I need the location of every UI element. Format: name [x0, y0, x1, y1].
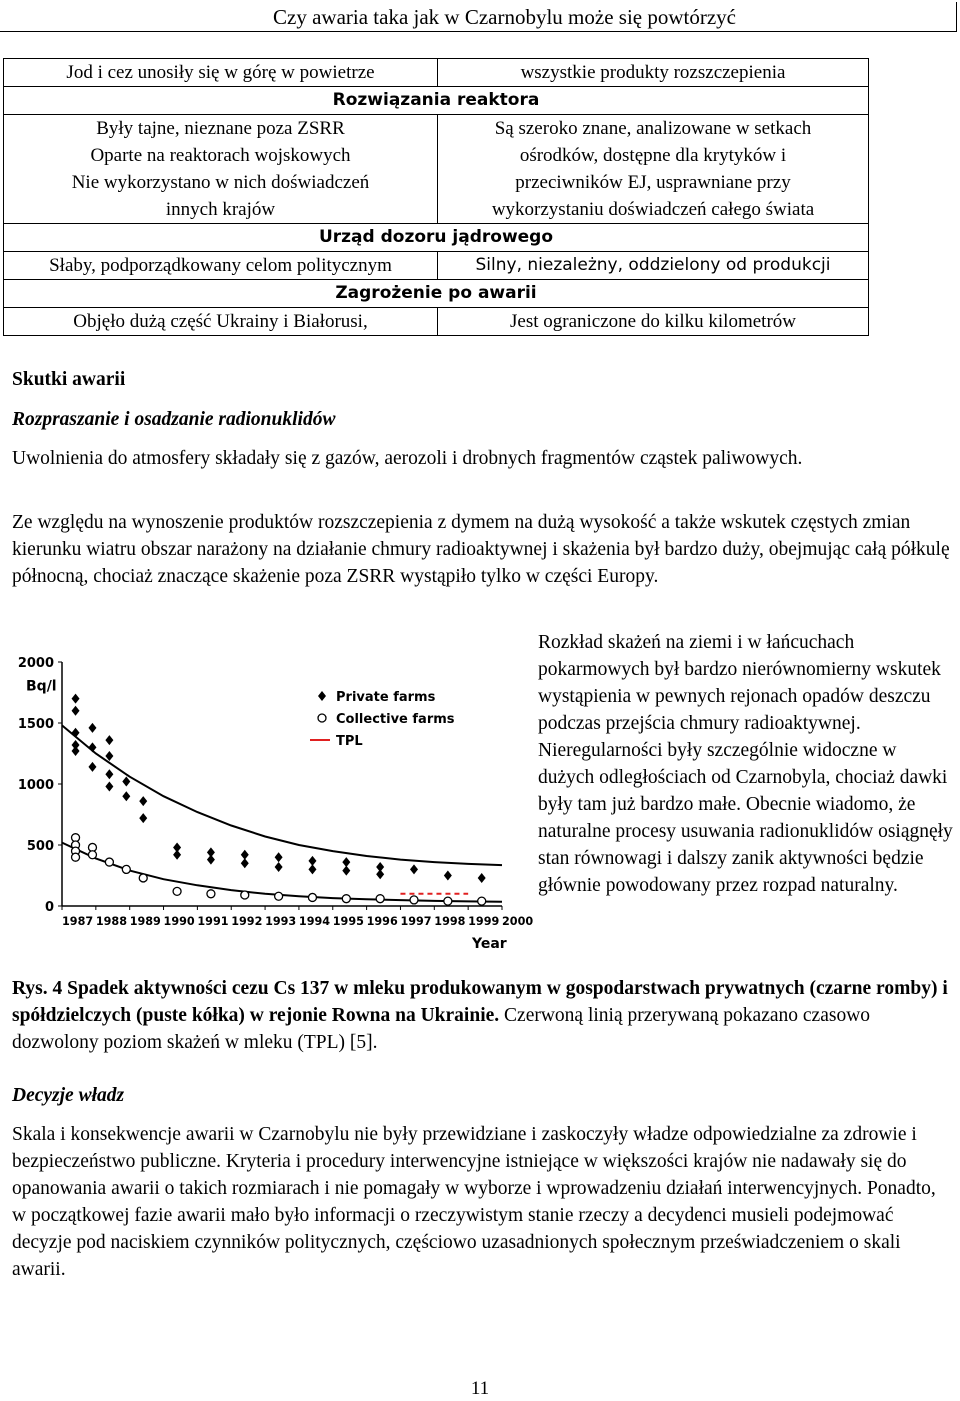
collective-farm-point — [122, 865, 130, 873]
table-row — [4, 59, 869, 87]
table-section-heading: Zagrożenie po awarii — [4, 280, 869, 308]
x-tick-label: 1988 — [95, 915, 127, 928]
private-farm-point — [173, 850, 181, 860]
private-farm-point — [105, 735, 113, 745]
chart-svg — [14, 636, 534, 963]
table-section-row — [4, 87, 869, 115]
y-tick-label: 500 — [26, 839, 54, 854]
side-paragraph: Rozkład skażeń na ziemi i w łańcuchach pokarmowych był bardzo nierównomierny wskutek wystąpienia w pewnych rejonach opadów deszczu podczas przejścia chmury radioaktywnej. Nieregularności były szczególnie widoczne w dużych odległościach od Czarnobyla, chociaż dawki były tam już bardzo małe. Obecnie wiadomo, że naturalne procesy usuwania radionuklidów osiągnęły stan równowagi i dalszy zanik aktywności będzie głównie powodowany przez rozpad naturalny. — [538, 632, 953, 896]
collective-farm-point — [275, 892, 283, 900]
collective-farm-point — [308, 893, 316, 901]
y-axis-label: Bq/l — [26, 678, 57, 695]
private-farm-point — [444, 871, 452, 881]
cell-line: Nie wykorzystano w nich doświadczeń — [71, 172, 370, 193]
table-cell: Słaby, podporządkowany celom politycznym — [4, 252, 438, 280]
x-tick-label: 1987 — [62, 915, 94, 928]
section-subheading: Rozpraszanie i osadzanie radionuklidów — [12, 409, 336, 430]
private-farm-point — [105, 751, 113, 761]
private-farm-point — [275, 862, 283, 872]
x-tick-label: 1999 — [468, 915, 500, 928]
private-farm-point — [105, 769, 113, 779]
collective-farm-point — [139, 874, 147, 882]
cell-line: Oparte na reaktorach wojskowych — [90, 145, 351, 166]
page-number: 11 — [470, 1378, 490, 1399]
collective-farm-point — [342, 895, 350, 903]
header-title: Czy awaria taka jak w Czarnobylu może się powtórzyć — [273, 5, 736, 29]
x-tick-label: 1995 — [332, 915, 364, 928]
cell-line: ośrodków, dostępne dla krytyków i — [519, 145, 787, 166]
private-farm-point — [308, 856, 316, 866]
x-tick-label: 2000 — [502, 915, 534, 928]
collective-farm-point — [173, 887, 181, 895]
page-header — [0, 2, 957, 32]
comparison-table — [3, 58, 869, 336]
x-axis-label: Year — [472, 936, 507, 952]
private-farm-point — [308, 864, 316, 874]
private-farm-point — [88, 762, 96, 772]
legend-private-label: Private farms — [336, 690, 436, 705]
private-farm-point — [122, 791, 130, 801]
x-tick-label: 1991 — [197, 915, 229, 928]
collective-farm-point — [105, 858, 113, 866]
private-farm-point — [72, 694, 80, 704]
private-farm-point — [88, 742, 96, 752]
table-cell: Jod i cez unosiły się w górę w powietrze — [4, 59, 438, 87]
table-row — [4, 252, 869, 280]
y-tick-label: 0 — [44, 900, 54, 915]
cell-line: innych krajów — [165, 199, 276, 220]
private-farm-point — [376, 869, 384, 879]
private-farm-point — [241, 850, 249, 860]
legend-collective-marker — [318, 714, 326, 722]
x-tick-label: 1998 — [434, 915, 466, 928]
legend-private-marker — [318, 691, 326, 701]
caption-normal: Czerwoną linią przerywaną pokazano czasowo dozwolony poziom skażeń w mleku (TPL) [5]. — [12, 1005, 871, 1053]
cell-line: Są szeroko znane, analizowane w setkach — [494, 118, 812, 139]
collective-farm-point — [207, 890, 215, 898]
x-tick-label: 1994 — [298, 915, 331, 928]
table-cell: Silny, niezależny, oddzielony od produkcji — [438, 252, 869, 280]
cell-line: wykorzystaniu doświadczeń całego świata — [491, 199, 815, 220]
y-tick-label: 1500 — [17, 717, 54, 732]
private-farm-point — [139, 796, 147, 806]
private-farm-point — [72, 728, 80, 738]
x-tick-label: 1990 — [163, 915, 195, 928]
private-farm-point — [275, 852, 283, 862]
table-cell: Jest ograniczone do kilku kilometrów — [438, 308, 869, 336]
section-heading: Decyzje władz — [12, 1085, 125, 1106]
collective-farm-point — [241, 891, 249, 899]
private-farm-point — [122, 777, 130, 787]
private-farm-point — [207, 855, 215, 865]
cell-line: Były tajne, nieznane poza ZSRR — [96, 118, 345, 139]
collective-farm-point — [72, 853, 80, 861]
table-cell: Objęło dużą część Ukrainy i Białorusi, — [4, 308, 438, 336]
paragraph: Skala i konsekwencje awarii w Czarnobylu nie były przewidziane i zaskoczyły władze odpowiedzialne za zdrowie i bezpieczeństwo publiczne. Kryteria i procedury interwencyjne istniejące w większości krajów nie nadawały się do opanowania awarii o takich rozmiarach i nie pomagały w wyborze i wprowadzeniu działań interwencyjnych. Ponadto, w początkowej fazie awarii mało było informacji o rzeczywistym stanie rzeczy a decydenci musieli podejmować decyzje pod naciskiem czynników politycznych, częściowo uzasadnionych społecznym przeświadczeniem o skali awarii. — [12, 1124, 936, 1280]
table-section-row — [4, 224, 869, 252]
x-tick-label: 1992 — [231, 915, 263, 928]
private-farm-point — [478, 873, 486, 883]
private-farm-point — [72, 706, 80, 716]
paragraph: Uwolnienia do atmosfery składały się z gazów, aerozoli i drobnych fragmentów cząstek paliwowych. — [12, 448, 803, 469]
private-farm-point — [241, 858, 249, 868]
paragraph: Ze względu na wynoszenie produktów rozszczepienia z dymem na dużą wysokość a także wskutek częstych zmian kierunku wiatru obszar narażony na działanie chmury radioaktywnej i skażenia był bardzo duży, obejmując całą półkulę północną, chociaż znaczące skażenie poza ZSRR wystąpiło tylko w części Europy. — [12, 512, 950, 587]
table-section-heading: Rozwiązania reaktora — [4, 87, 869, 115]
collective-farm-point — [478, 897, 486, 905]
table-row — [4, 308, 869, 336]
collective-farm-point — [376, 895, 384, 903]
table-cell — [438, 115, 869, 224]
figure-caption — [12, 975, 952, 1056]
private-farm-point — [139, 813, 147, 823]
table-row — [4, 115, 869, 224]
cesium-milk-chart — [14, 636, 534, 963]
table-cell — [4, 115, 438, 224]
y-tick-label: 2000 — [17, 656, 54, 671]
x-tick-label: 1997 — [400, 915, 432, 928]
collective-farm-point — [444, 897, 452, 905]
collective-farm-point — [410, 896, 418, 904]
private-farm-point — [72, 746, 80, 756]
caption-bold: Rys. 4 Spadek aktywności cezu Cs 137 w mleku produkowanym w gospodarstwach prywatnych (czarne romby) i spółdzielczych (puste kółka) w rejonie Rowna na Ukrainie. — [12, 978, 948, 1026]
table-cell: wszystkie produkty rozszczepienia — [438, 59, 869, 87]
x-tick-label: 1993 — [265, 915, 297, 928]
private-farm-point — [342, 857, 350, 867]
x-tick-label: 1996 — [366, 915, 398, 928]
collective-farm-point — [88, 851, 96, 859]
table-section-row — [4, 280, 869, 308]
legend-tpl-label: TPL — [336, 734, 363, 749]
section-heading: Skutki awarii — [12, 369, 126, 390]
private-farm-point — [342, 866, 350, 876]
private-farm-point — [88, 723, 96, 733]
cell-line: przeciwników EJ, usprawniane przy — [515, 172, 791, 193]
y-tick-label: 1000 — [17, 778, 54, 793]
table-section-heading: Urząd dozoru jądrowego — [4, 224, 869, 252]
private-farm-point — [410, 864, 418, 874]
legend-collective-label: Collective farms — [336, 712, 455, 727]
x-tick-label: 1989 — [129, 915, 161, 928]
private-farm-point — [105, 781, 113, 791]
